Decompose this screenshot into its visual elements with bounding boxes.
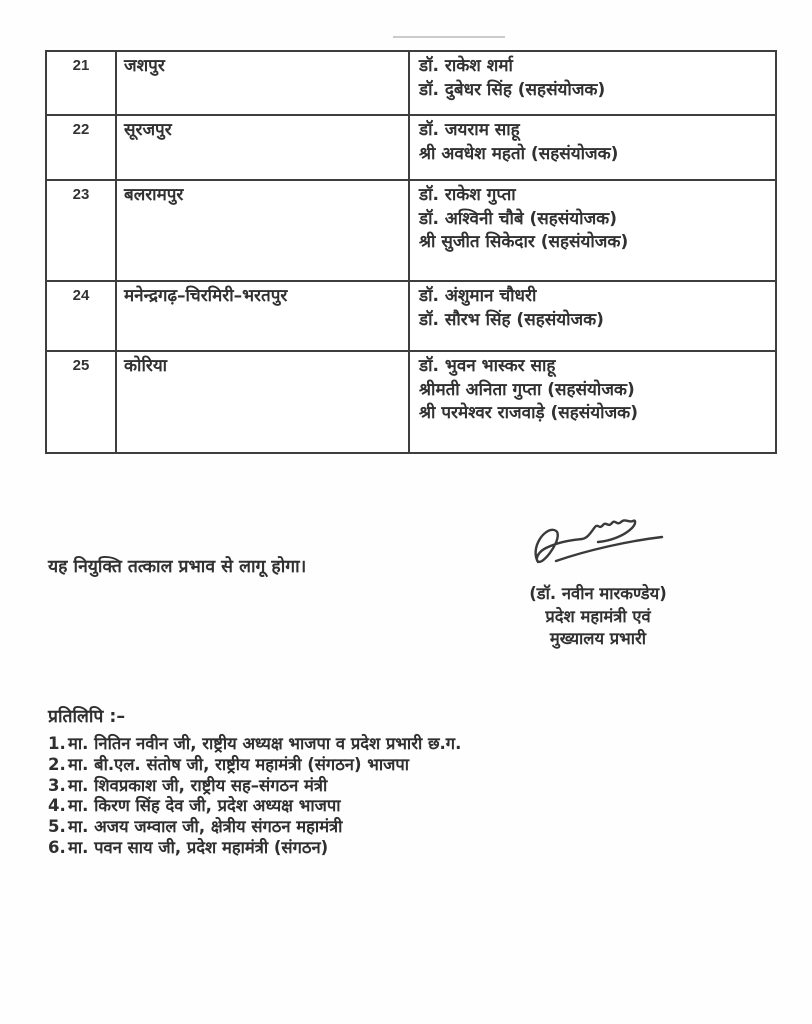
appointee-name: डॉ. अंशुमान चौधरी (419, 286, 537, 306)
table-row (47, 52, 775, 116)
signatory-name: (डॉ. नवीन मारकण्डेय) (529, 584, 667, 603)
signatory-block (500, 583, 696, 651)
district-name: कोरिया (117, 352, 410, 452)
item-text: मा. बी.एल. संतोष जी, राष्ट्रीय महामंत्री (संगठन) भाजपा (68, 754, 409, 774)
appointee-names (410, 282, 775, 350)
appointee-name: डॉ. दुबेधर सिंह (सहसंयोजक) (419, 79, 606, 100)
effective-statement: यह नियुक्ति तत्काल प्रभाव से लागू होगा। (48, 557, 307, 577)
list-item (48, 838, 461, 859)
appointee-name: श्री परमेश्वर राजवाड़े (सहसंयोजक) (419, 403, 639, 423)
row-number: 25 (47, 352, 117, 452)
appointee-names (410, 116, 775, 179)
item-text: मा. किरण सिंह देव जी, प्रदेश अध्यक्ष भाजपा (68, 796, 341, 816)
appointments-table (45, 50, 777, 454)
table-row (47, 352, 775, 452)
item-number: 4. (48, 796, 66, 816)
item-text: मा. अजय जम्वाल जी, क्षेत्रीय संगठन महामंत्री (68, 817, 343, 837)
appointee-name: डॉ. जयराम साहू (419, 120, 520, 140)
appointee-name: श्रीमती अनिता गुप्ता (सहसंयोजक) (419, 379, 635, 400)
item-number: 5. (48, 817, 66, 837)
item-number: 6. (48, 837, 66, 857)
item-number: 1. (48, 734, 66, 753)
table-row (47, 116, 775, 181)
row-number: 22 (47, 116, 117, 179)
item-text: मा. पवन साय जी, प्रदेश महामंत्री (संगठन) (68, 837, 329, 857)
appointee-name: डॉ. राकेश शर्मा (419, 56, 513, 76)
row-number: 24 (47, 282, 117, 350)
district-name: जशपुर (117, 52, 410, 114)
appointee-name: डॉ. अश्विनी चौबे (सहसंयोजक) (419, 208, 618, 229)
signature-scribble (522, 514, 672, 576)
list-item (48, 776, 461, 797)
appointee-names (410, 52, 775, 114)
list-item (48, 796, 461, 817)
row-number: 23 (47, 181, 117, 280)
copies-heading: प्रतिलिपि :– (48, 707, 126, 727)
item-text: मा. नितिन नवीन जी, राष्ट्रीय अध्यक्ष भाजपा व प्रदेश प्रभारी छ.ग. (68, 734, 462, 753)
copies-section (48, 704, 461, 859)
row-number: 21 (47, 52, 117, 114)
item-number: 3. (48, 775, 66, 795)
district-name: सूरजपुर (117, 116, 410, 179)
appointee-name: श्री अवधेश महतो (सहसंयोजक) (419, 143, 619, 164)
table-row (47, 282, 775, 352)
scan-artifact-line (393, 36, 505, 38)
appointee-name: श्री सुजीत सिकेदार (सहसंयोजक) (419, 232, 629, 252)
list-item (48, 734, 461, 755)
appointee-name: डॉ. सौरभ सिंह (सहसंयोजक) (419, 309, 604, 330)
list-item (48, 817, 461, 838)
appointee-names (410, 181, 775, 280)
table-row (47, 181, 775, 282)
appointee-name: डॉ. राकेश गुप्ता (419, 185, 516, 205)
appointee-names (410, 352, 775, 452)
district-name: मनेन्द्रगढ़–चिरमिरी–भरतपुर (117, 282, 410, 350)
district-name: बलरामपुर (117, 181, 410, 280)
appointee-name: डॉ. भुवन भास्कर साहू (419, 356, 556, 376)
list-item (48, 755, 461, 776)
signatory-title-1: प्रदेश महामंत्री एवं (545, 606, 651, 626)
signatory-title-2: मुख्यालय प्रभारी (549, 629, 647, 648)
item-number: 2. (48, 754, 66, 774)
item-text: मा. शिवप्रकाश जी, राष्ट्रीय सह–संगठन मंत्री (68, 775, 328, 795)
